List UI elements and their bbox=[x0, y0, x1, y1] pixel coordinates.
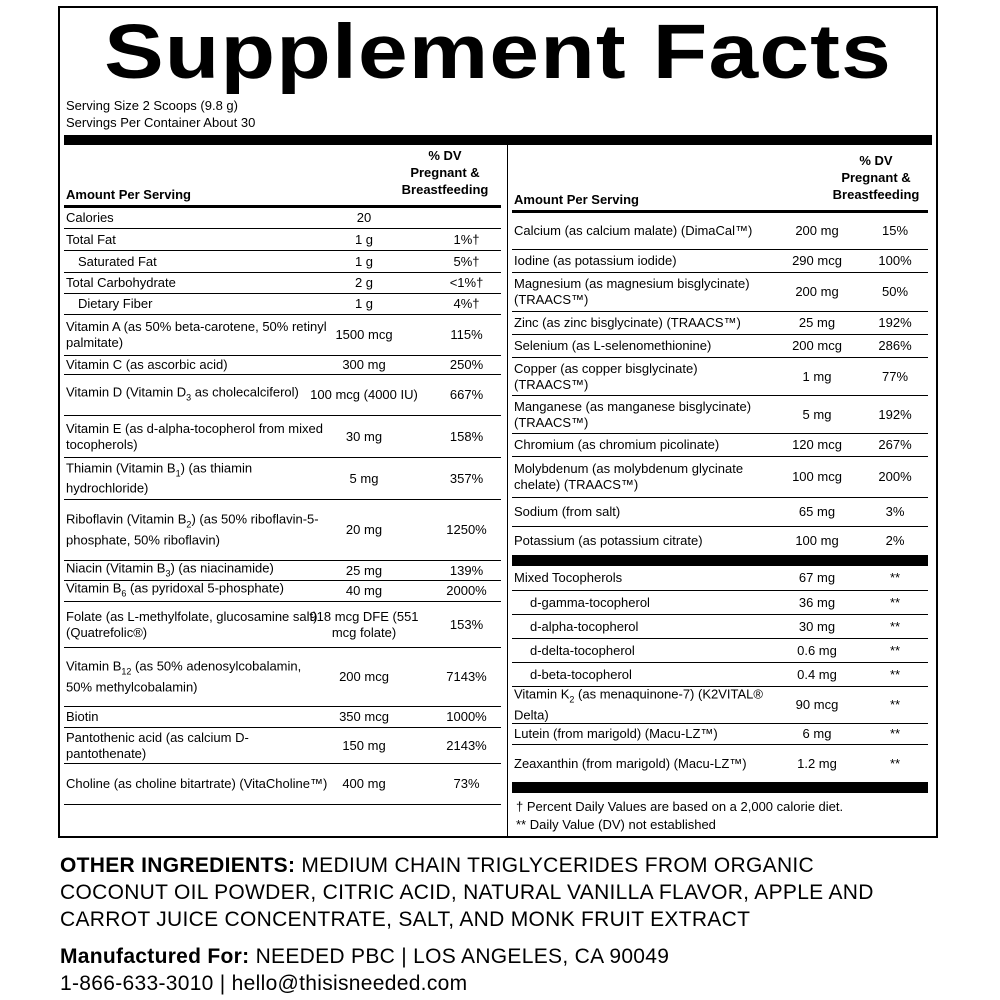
nutrient-row bbox=[64, 294, 501, 315]
nutrient-amount: 2 g bbox=[354, 275, 374, 290]
nutrient-dv: 50% bbox=[881, 284, 909, 299]
nutrient-dv: 250% bbox=[449, 357, 484, 372]
nutrient-row bbox=[64, 458, 501, 500]
nutrient-row bbox=[64, 500, 501, 561]
nutrient-row bbox=[64, 764, 501, 805]
nutrient-name: d-beta-tocopherol bbox=[530, 666, 632, 682]
nutrient-dv: 15% bbox=[881, 223, 909, 238]
nutrient-name: Sodium (from salt) bbox=[514, 504, 621, 519]
nutrient-amount: 150 mg bbox=[342, 737, 386, 753]
nutrient-row bbox=[512, 498, 928, 527]
nutrient-name: Iodine (as potassium iodide) bbox=[514, 253, 677, 268]
nutrient-amount: 0.6 mg bbox=[797, 642, 837, 658]
nutrient-name: Vitamin A (as 50% beta-carotene, 50% retinyl palmitate) bbox=[66, 319, 327, 350]
nutrient-row bbox=[512, 566, 928, 591]
nutrient-row bbox=[512, 639, 928, 663]
nutrient-dv: ** bbox=[889, 618, 901, 634]
nutrient-amount: 5 mg bbox=[349, 470, 379, 486]
nutrient-row bbox=[512, 213, 928, 250]
other-ingredients-line3: CARROT JUICE CONCENTRATE, SALT, AND MONK FRUIT EXTRACT bbox=[60, 908, 751, 931]
nutrient-row bbox=[512, 724, 928, 745]
dv-header-right-line2: Pregnant & bbox=[841, 170, 911, 185]
nutrient-name: Lutein (from marigold) (Macu-LZ™) bbox=[514, 726, 718, 741]
nutrient-dv: 2143% bbox=[446, 737, 487, 753]
nutrient-amount: 200 mg bbox=[795, 284, 839, 299]
right-table-header bbox=[512, 150, 928, 213]
nutrient-name: Saturated Fat bbox=[78, 253, 157, 269]
nutrient-dv: 3% bbox=[885, 504, 905, 519]
nutrient-name: Choline (as choline bitartrate) (VitaCholine™) bbox=[66, 776, 328, 791]
dv-header-line3: Breastfeeding bbox=[401, 182, 489, 197]
nutrient-dv: 1250% bbox=[446, 522, 487, 537]
amount-per-serving-label: Amount Per Serving bbox=[66, 187, 191, 202]
nutrient-amount: 100 mcg (4000 IU) bbox=[310, 387, 418, 402]
nutrient-row bbox=[64, 315, 501, 356]
nutrient-name: Selenium (as L-selenomethionine) bbox=[514, 338, 712, 353]
nutrient-row bbox=[512, 396, 928, 434]
nutrient-amount: 36 mg bbox=[798, 594, 836, 610]
panel-title: Supplement Facts bbox=[104, 9, 892, 95]
nutrient-name: Thiamin (Vitamin $B_1$) (as thiamin hydrochloride) bbox=[66, 460, 253, 496]
nutrient-name: Pantothenic acid (as calcium D-pantothenate) bbox=[66, 729, 249, 761]
nutrient-dv: 158% bbox=[449, 428, 484, 444]
nutrient-amount: 200 mcg bbox=[339, 669, 389, 684]
nutrient-name: Calcium (as calcium malate) (DimaCal™) bbox=[514, 223, 753, 238]
amount-per-serving-label-right: Amount Per Serving bbox=[514, 192, 639, 207]
nutrient-row bbox=[64, 581, 501, 602]
nutrient-row bbox=[64, 416, 501, 458]
nutrient-name: Copper (as copper bisglycinate) (TRAACS™) bbox=[514, 360, 698, 392]
nutrient-row bbox=[512, 273, 928, 312]
nutrient-dv: 2% bbox=[885, 533, 905, 548]
section-rule-bottom bbox=[512, 783, 928, 793]
nutrient-row bbox=[512, 745, 928, 783]
nutrient-amount: 290 mcg bbox=[792, 253, 842, 268]
dv-header-right bbox=[824, 152, 928, 203]
nutrient-dv: 2000% bbox=[446, 583, 487, 598]
column-divider bbox=[507, 145, 508, 837]
nutrient-amount: 6 mg bbox=[802, 726, 832, 741]
nutrient-row bbox=[512, 527, 928, 556]
nutrient-name: Potassium (as potassium citrate) bbox=[514, 533, 703, 548]
nutrient-dv: ** bbox=[889, 726, 901, 741]
nutrient-name: Folate (as L-methylfolate, glucosamine salt) (Quatrefolic®) bbox=[66, 608, 318, 640]
nutrient-amount: 1 g bbox=[354, 296, 374, 311]
nutrient-amount: 1 g bbox=[354, 231, 374, 247]
nutrient-row bbox=[64, 561, 501, 581]
nutrient-amount: 30 mg bbox=[345, 428, 383, 444]
left-table-header bbox=[64, 145, 501, 208]
nutrient-amount: 300 mg bbox=[342, 357, 386, 372]
nutrient-dv: 200% bbox=[878, 469, 912, 484]
nutrient-row bbox=[64, 251, 501, 273]
dv-header-line1: % DV bbox=[428, 148, 462, 163]
nutrient-name: Molybdenum (as molybdenum glycinate chelate) (TRAACS™) bbox=[514, 461, 744, 492]
nutrient-dv: <1%† bbox=[449, 275, 484, 290]
nutrient-row bbox=[64, 273, 501, 294]
dv-header bbox=[389, 147, 501, 198]
nutrient-amount: 67 mg bbox=[798, 570, 836, 585]
nutrient-row bbox=[512, 457, 928, 498]
nutrient-row bbox=[64, 208, 501, 229]
nutrient-row bbox=[64, 229, 501, 251]
nutrient-amount: 200 mg bbox=[795, 223, 839, 238]
nutrient-row bbox=[512, 687, 928, 724]
thick-rule bbox=[64, 135, 932, 145]
nutrient-dv: 1%† bbox=[453, 231, 480, 247]
nutrient-dv: ** bbox=[889, 666, 901, 682]
nutrient-amount: 100 mcg bbox=[792, 469, 842, 484]
nutrient-row bbox=[64, 375, 501, 416]
right-nutrient-table bbox=[512, 150, 928, 793]
right-rows bbox=[512, 213, 928, 556]
nutrient-dv: 77% bbox=[881, 368, 909, 384]
nutrient-name: Zinc (as zinc bisglycinate) (TRAACS™) bbox=[514, 315, 741, 330]
nutrient-amount: 1.2 mg bbox=[797, 755, 837, 771]
nutrient-amount: 1 g bbox=[354, 253, 374, 269]
nutrient-name: Magnesium (as magnesium bisglycinate) (TRAACS™) bbox=[514, 276, 750, 307]
nutrient-dv: ** bbox=[889, 570, 901, 585]
nutrient-dv: ** bbox=[889, 697, 901, 712]
nutrient-name: Niacin (Vitamin $B_3$) (as niacinamide) bbox=[66, 560, 274, 578]
nutrient-dv: 357% bbox=[449, 470, 484, 486]
left-rows bbox=[64, 208, 501, 805]
nutrient-dv: 139% bbox=[449, 562, 484, 578]
nutrient-amount: 918 mcg DFE (551 mcg folate) bbox=[309, 608, 419, 640]
nutrient-amount: 90 mcg bbox=[795, 697, 839, 712]
contact-info: 1-866-633-3010 | hello@thisisneeded.com bbox=[60, 972, 468, 995]
nutrient-row bbox=[64, 728, 501, 764]
nutrient-row bbox=[512, 591, 928, 615]
nutrient-row bbox=[64, 707, 501, 728]
nutrient-amount: 0.4 mg bbox=[797, 666, 837, 682]
nutrient-name: Riboflavin (Vitamin $B_2$) (as 50% riboflavin-5-phosphate, 50% riboflavin) bbox=[66, 511, 319, 548]
nutrient-dv: 286% bbox=[878, 338, 912, 353]
nutrient-dv: 267% bbox=[878, 437, 912, 452]
nutrient-amount: 20 bbox=[356, 210, 372, 225]
dv-header-right-line3: Breastfeeding bbox=[832, 187, 920, 202]
nutrient-name: Vitamin $K_2$ (as menaquinone-7) (K2VITAL® Delta) bbox=[514, 686, 763, 723]
nutrient-dv: ** bbox=[889, 642, 901, 658]
nutrient-name: d-gamma-tocopherol bbox=[530, 594, 650, 610]
right-rows-secondary bbox=[512, 566, 928, 783]
nutrient-name: d-delta-tocopherol bbox=[530, 642, 635, 658]
nutrient-name: Dietary Fiber bbox=[78, 296, 153, 311]
dv-header-line2: Pregnant & bbox=[410, 165, 480, 180]
supplement-facts-panel bbox=[58, 6, 938, 838]
servings-per-container: Servings Per Container About 30 bbox=[66, 115, 256, 130]
nutrient-row bbox=[512, 434, 928, 457]
nutrient-name: Total Carbohydrate bbox=[66, 275, 176, 290]
nutrient-row bbox=[512, 335, 928, 358]
nutrient-amount: 30 mg bbox=[798, 618, 836, 634]
other-ingredients-line2: COCONUT OIL POWDER, CITRIC ACID, NATURAL VANILLA FLAVOR, APPLE AND bbox=[60, 881, 874, 904]
nutrient-amount: 1 mg bbox=[802, 368, 832, 384]
nutrient-dv: 192% bbox=[878, 315, 912, 330]
nutrient-row bbox=[512, 615, 928, 639]
other-ingredients-label: OTHER INGREDIENTS: bbox=[60, 854, 296, 877]
left-nutrient-table bbox=[64, 145, 501, 805]
nutrient-amount: 400 mg bbox=[342, 776, 386, 791]
nutrient-amount: 1500 mcg bbox=[335, 327, 393, 342]
nutrient-name: d-alpha-tocopherol bbox=[530, 618, 639, 634]
nutrient-name: Zeaxanthin (from marigold) (Macu-LZ™) bbox=[514, 755, 747, 771]
nutrient-amount: 40 mg bbox=[345, 583, 383, 598]
nutrient-name: Manganese (as manganese bisglycinate) (TRAACS™) bbox=[514, 398, 752, 430]
nutrient-name: Vitamin $B_{12}$ (as 50% adenosylcobalamin, 50% methylcobalamin) bbox=[66, 658, 302, 695]
nutrient-row bbox=[512, 358, 928, 396]
nutrient-name: Total Fat bbox=[66, 231, 116, 247]
serving-size: Serving Size 2 Scoops (9.8 g) bbox=[66, 98, 238, 113]
nutrient-dv: ** bbox=[889, 594, 901, 610]
nutrient-dv: 5%† bbox=[453, 253, 480, 269]
nutrient-row bbox=[64, 356, 501, 375]
nutrient-row bbox=[512, 663, 928, 687]
nutrient-amount: 120 mcg bbox=[792, 437, 842, 452]
other-ingredients-line1 bbox=[60, 852, 814, 879]
nutrient-dv: 73% bbox=[453, 776, 480, 791]
nutrient-name: Vitamin D (Vitamin $D_3$ as cholecalciferol) bbox=[66, 384, 299, 403]
nutrient-name: Mixed Tocopherols bbox=[514, 570, 623, 585]
nutrient-amount: 200 mcg bbox=[792, 338, 842, 353]
manufactured-for bbox=[60, 943, 669, 970]
nutrient-dv: 667% bbox=[449, 387, 484, 402]
nutrient-amount: 5 mg bbox=[802, 406, 832, 422]
nutrient-dv: 153% bbox=[449, 616, 484, 632]
nutrient-dv: 115% bbox=[450, 327, 483, 342]
nutrient-amount: 100 mg bbox=[795, 533, 839, 548]
nutrient-dv: 1000% bbox=[446, 709, 487, 724]
other-ingredients-text1: MEDIUM CHAIN TRIGLYCERIDES FROM ORGANIC bbox=[301, 854, 815, 877]
nutrient-dv: ** bbox=[889, 755, 901, 771]
nutrient-name: Vitamin E (as d-alpha-tocopherol from mixed tocopherols) bbox=[66, 420, 323, 452]
nutrient-name: Vitamin C (as ascorbic acid) bbox=[66, 357, 228, 372]
manufactured-label: Manufactured For: bbox=[60, 945, 250, 968]
manufactured-value: NEEDED PBC | LOS ANGELES, CA 90049 bbox=[255, 945, 670, 968]
nutrient-amount: 65 mg bbox=[798, 504, 836, 519]
dv-header-right-line1: % DV bbox=[859, 153, 893, 168]
footnote-daily-values: † Percent Daily Values are based on a 2,000 calorie diet. bbox=[516, 799, 844, 814]
nutrient-row bbox=[512, 250, 928, 273]
footnote-not-established: ** Daily Value (DV) not established bbox=[516, 817, 716, 832]
nutrient-name: Vitamin $B_6$ (as pyridoxal 5-phosphate) bbox=[66, 580, 284, 599]
nutrient-name: Biotin bbox=[66, 709, 99, 724]
nutrient-row bbox=[64, 602, 501, 648]
nutrient-row bbox=[512, 312, 928, 335]
nutrient-amount: 25 mg bbox=[798, 315, 836, 330]
nutrient-amount: 20 mg bbox=[345, 522, 383, 537]
nutrient-dv: 192% bbox=[878, 406, 912, 422]
nutrient-dv: 4%† bbox=[453, 296, 480, 311]
nutrient-dv: 7143% bbox=[446, 669, 487, 684]
nutrient-amount: 350 mcg bbox=[339, 709, 389, 724]
nutrient-amount: 25 mg bbox=[345, 562, 383, 578]
section-rule bbox=[512, 556, 928, 566]
nutrient-dv: 100% bbox=[878, 253, 912, 268]
nutrient-name: Calories bbox=[66, 210, 114, 225]
nutrient-row bbox=[64, 648, 501, 707]
nutrient-name: Chromium (as chromium picolinate) bbox=[514, 437, 720, 452]
